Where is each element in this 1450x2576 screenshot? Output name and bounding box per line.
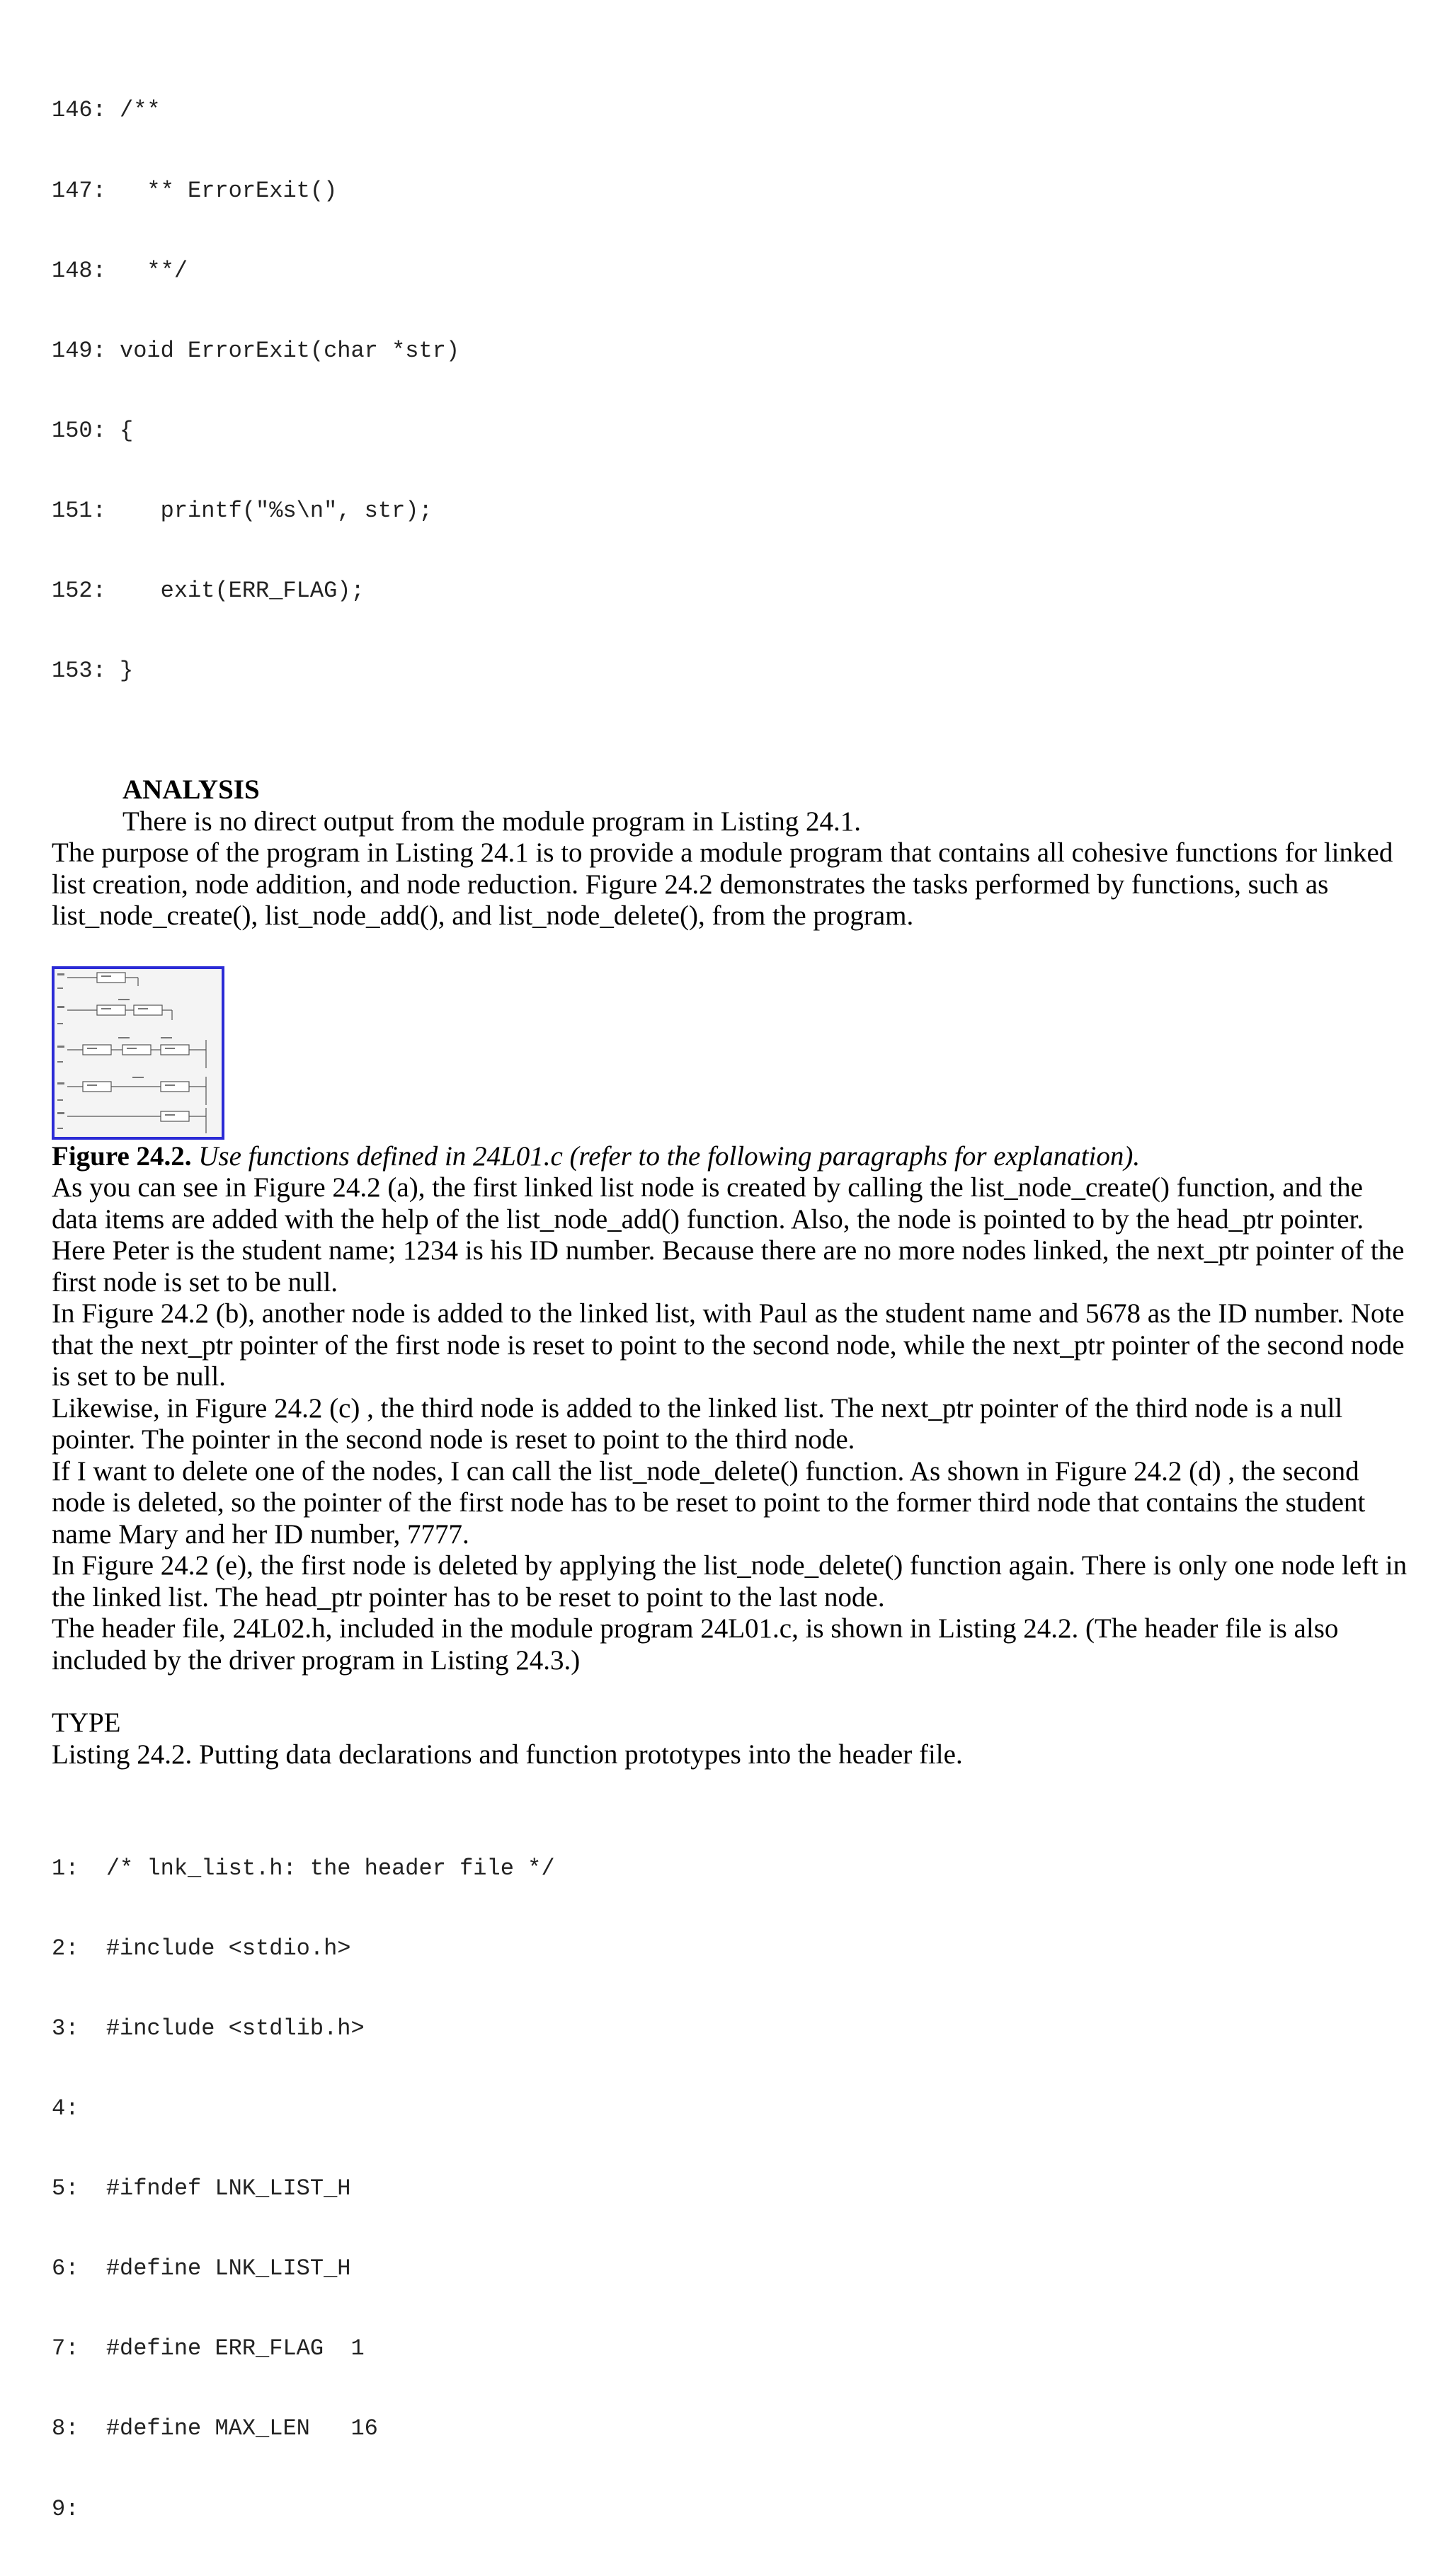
paragraph-figure-e: In Figure 24.2 (e), the first node is deleted by applying the list_node_delete() function again. There is only one node left in the linked list. The head_ptr pointer has to be reset to point to the last node. xyxy=(52,1550,1408,1613)
type-label: TYPE xyxy=(52,1707,121,1739)
figure-24-2 xyxy=(52,966,1411,1173)
listing-title: Listing 24.2. Putting data declarations and function prototypes into the header file. xyxy=(52,1739,963,1770)
code-line: 3: #include <stdlib.h> xyxy=(52,2015,365,2042)
code-block-errorexit xyxy=(52,44,1411,738)
code-line: 150: { xyxy=(52,417,134,444)
code-line: 146: /** xyxy=(52,97,161,124)
code-line: 4: xyxy=(52,2095,79,2122)
analysis-heading: ANALYSIS xyxy=(122,774,260,806)
paragraph-figure-a: As you can see in Figure 24.2 (a), the first linked list node is created by calling the list_node_create() function, and the data items are added with the help of the list_node_add() function. Also, the node is pointed to by the head_ptr pointer. Here Peter is the student name; 1234 is his ID number. Because there are no more nodes linked, the next_ptr pointer of the first node is set to be null. xyxy=(52,1172,1405,1298)
code-line: 151: printf("%s\n", str); xyxy=(52,497,433,524)
code-line: 147: ** ErrorExit() xyxy=(52,177,338,204)
code-line: 149: void ErrorExit(char *str) xyxy=(52,337,460,364)
code-line: 6: #define LNK_LIST_H xyxy=(52,2255,351,2282)
code-line: 152: exit(ERR_FLAG); xyxy=(52,578,365,605)
paragraph-header-file: The header file, 24L02.h, included in the module program 24L01.c, is shown in Listing 24.2. (The header file is also included by the driver program in Listing 24.3.) xyxy=(52,1613,1339,1676)
paragraph-figure-c: Likewise, in Figure 24.2 (c) , the third node is added to the linked list. The next_ptr pointer of the third node is a null pointer. The pointer in the second node is reset to point to the third node. xyxy=(52,1392,1343,1455)
analysis-section xyxy=(122,774,1411,837)
linked-list-diagram-icon xyxy=(55,969,222,1137)
figure-caption xyxy=(52,1141,1411,1173)
code-line: 7: #define ERR_FLAG 1 xyxy=(52,2335,365,2362)
listing-header xyxy=(52,1707,1411,1770)
analysis-text: There is no direct output from the module program in Listing 24.1. xyxy=(122,806,862,837)
code-line: 148: **/ xyxy=(52,257,188,284)
paragraph-purpose: The purpose of the program in Listing 24.1 is to provide a module program that contains all cohesive functions for linked list creation, node addition, and node reduction. Figure 24.2 demonstrates the tasks performed by functions, such as list_node_create(), list_node_add(), and list_node_delete(), from the program. xyxy=(52,837,1393,932)
page xyxy=(52,44,1411,2576)
code-line: 8: #define MAX_LEN 16 xyxy=(52,2415,378,2442)
figure-caption-text: Use functions defined in 24L01.c (refer to the following paragraphs for explanation). xyxy=(198,1140,1141,1172)
code-line: 9: xyxy=(52,2495,79,2522)
code-block-header-file xyxy=(52,1802,1411,2575)
code-line: 5: #ifndef LNK_LIST_H xyxy=(52,2175,351,2202)
code-line: 2: #include <stdio.h> xyxy=(52,1935,351,1962)
figure-label: Figure 24.2. xyxy=(52,1140,192,1172)
code-line: 1: /* lnk_list.h: the header file */ xyxy=(52,1855,555,1882)
paragraph-figure-d: If I want to delete one of the nodes, I can call the list_node_delete() function. As shown in Figure 24.2 (d) , the second node is deleted, so the pointer of the first node has to be reset to point to the former third node that contains the student name Mary and her ID number, 7777. xyxy=(52,1455,1366,1550)
paragraph-figure-b: In Figure 24.2 (b), another node is added to the linked list, with Paul as the student name and 5678 as the ID number. Note that the next_ptr pointer of the first node is reset to point to the second node, while the next_ptr pointer of the second node is set to be null. xyxy=(52,1298,1405,1392)
figure-thumbnail[interactable] xyxy=(52,966,224,1140)
code-line: 153: } xyxy=(52,658,134,685)
